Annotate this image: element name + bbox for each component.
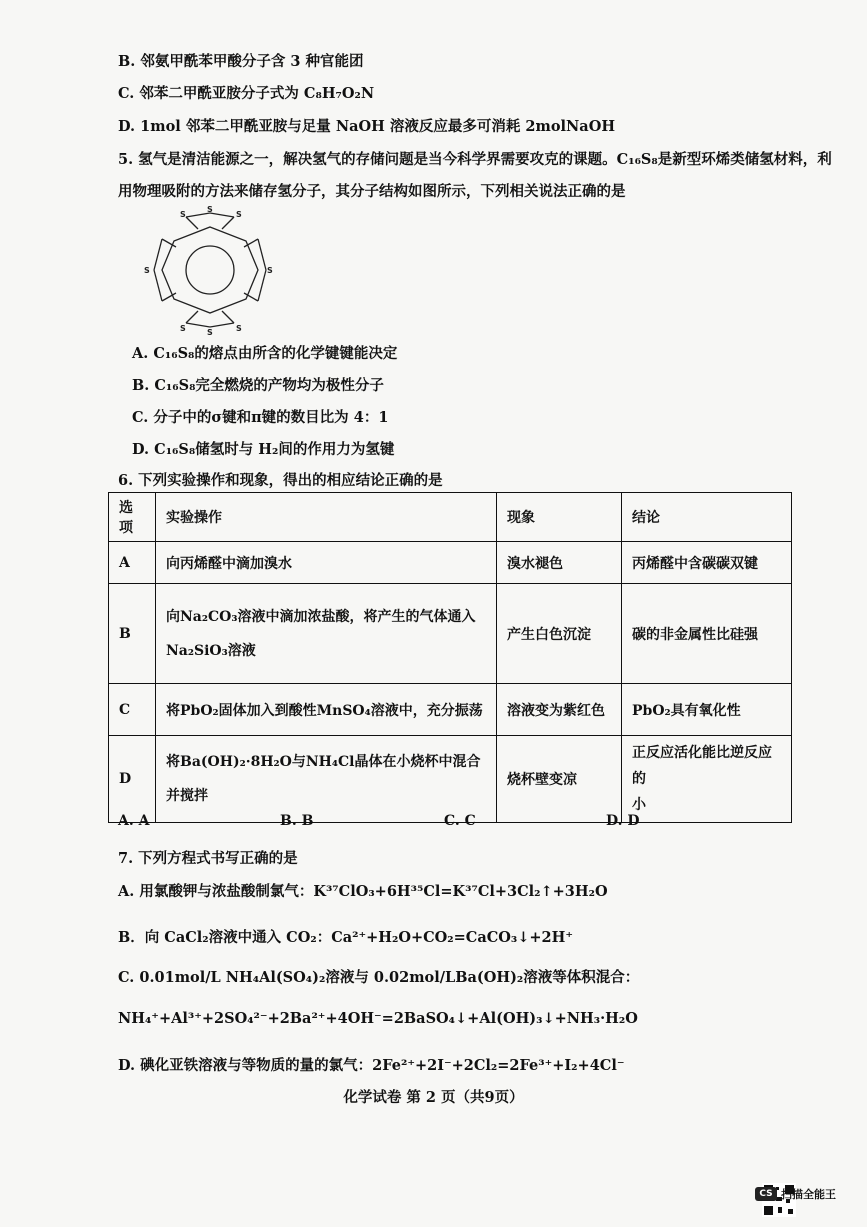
answer-d: D. D [606,813,640,829]
q5-stem-line2: 用物理吸附的方法来储存氢分子，其分子结构如图所示，下列相关说法正确的是 [118,183,626,200]
page-footer: 化学试卷 第 2 页（共9页） [343,1089,524,1106]
row-option: D [109,736,156,823]
header-conclusion: 结论 [622,493,792,542]
cs-logo-icon: CS [755,1187,777,1201]
row-conclusion [622,736,792,823]
row-operation [156,736,497,823]
q7-option-c-line2: NH₄⁺+Al³⁺+2SO₄²⁻+2Ba²⁺+4OH⁻=2BaSO₄↓+Al(OH)₃↓+NH₃·H₂O [118,1010,638,1027]
table-row [109,684,792,736]
table-header-row [109,493,792,542]
q5-option-d: D. C₁₆S₈储氢时与 H₂间的作用力为氢键 [132,441,395,458]
row-operation: 将PbO₂固体加入到酸性MnSO₄溶液中，充分振荡 [156,684,497,736]
q4-option-b: B. 邻氨甲酰苯甲酸分子含 3 种官能团 [118,53,364,70]
s-atom-label: S [207,328,213,335]
q7-option-b: B．向 CaCl₂溶液中通入 CO₂：Ca²⁺+H₂O+CO₂=CaCO₃↓+2H⁺ [118,929,574,946]
row-conclusion: 碳的非金属性比硅强 [622,584,792,684]
q7-stem: 7. 下列方程式书写正确的是 [118,850,298,867]
table-row [109,584,792,684]
header-operation: 实验操作 [156,493,497,542]
row-phenomenon: 产生白色沉淀 [497,584,622,684]
header-phenomenon: 现象 [497,493,622,542]
scanner-watermark [755,1183,859,1217]
row-operation-line2: 并搅拌 [166,788,208,804]
row-operation [156,584,497,684]
q7-option-d: D. 碘化亚铁溶液与等物质的量的氯气：2Fe²⁺+2I⁻+2Cl₂=2Fe³⁺+I₂+4Cl⁻ [118,1057,625,1074]
q4-option-c: C. 邻苯二甲酰亚胺分子式为 C₈H₇O₂N [118,85,375,102]
q5-option-c: C. 分子中的σ键和π键的数目比为 4：1 [132,409,389,426]
row-operation-line2: Na₂SiO₃溶液 [166,642,256,659]
c16s8-structure-diagram [140,205,280,335]
q7-option-c-line1: C. 0.01mol/L NH₄Al(SO₄)₂溶液与 0.02mol/LBa(OH)₂溶液等体积混合： [118,969,640,986]
s-atom-label: S [267,266,273,275]
s-atom-label: S [180,324,186,333]
row-phenomenon: 溶液变为紫红色 [497,684,622,736]
s-atom-label: S [207,205,213,214]
scanner-name: 扫描全能王 [781,1188,836,1201]
row-operation: 向丙烯醛中滴加溴水 [156,542,497,584]
row-operation-line1: 将Ba(OH)₂·8H₂O与NH₄Cl晶体在小烧杯中混合 [166,754,481,770]
row-option: A [109,542,156,584]
q5-option-a: A. C₁₆S₈的熔点由所含的化学键键能决定 [132,345,398,362]
row-conclusion-line1: 正反应活化能比逆反应的 [632,745,772,787]
q6-stem: 6. 下列实验操作和现象，得出的相应结论正确的是 [118,472,443,489]
q6-experiment-table [108,492,792,823]
table-row [109,542,792,584]
row-phenomenon: 烧杯壁变凉 [497,736,622,823]
answer-c: C. C [444,813,476,829]
s-atom-label: S [236,210,242,219]
row-conclusion: PbO₂具有氧化性 [622,684,792,736]
answer-a: A. A [118,813,150,829]
q7-option-a: A. 用氯酸钾与浓盐酸制氯气：K³⁷ClO₃+6H³⁵Cl=K³⁷Cl+3Cl₂↑+3H₂O [118,883,608,900]
row-phenomenon: 溴水褪色 [497,542,622,584]
s-atom-label: S [144,266,150,275]
header-option: 选项 [109,493,156,542]
row-option: B [109,584,156,684]
row-conclusion-line2: 小 [632,797,646,813]
s-atom-label: S [236,324,242,333]
q5-stem-line1: 5. 氢气是清洁能源之一，解决氢气的存储问题是当今科学界需要攻克的课题。C₁₆S₈是新型环烯类储氢材料，利 [118,151,832,168]
answer-b: B. B [280,813,314,829]
row-conclusion: 丙烯醛中含碳碳双键 [622,542,792,584]
q4-option-d: D. 1mol 邻苯二甲酰亚胺与足量 NaOH 溶液反应最多可消耗 2molNaOH [118,118,616,135]
row-operation-line1: 向Na₂CO₃溶液中滴加浓盐酸，将产生的气体通入 [166,608,476,625]
row-option: C [109,684,156,736]
q5-option-b: B. C₁₆S₈完全燃烧的产物均为极性分子 [132,377,384,394]
table-row [109,736,792,823]
s-atom-label: S [180,210,186,219]
